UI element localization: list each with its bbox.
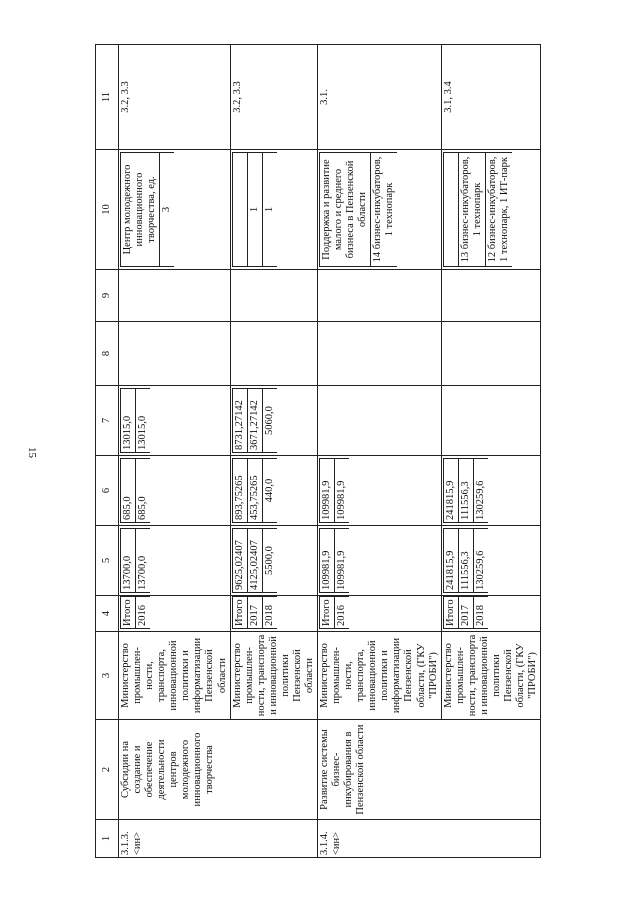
- year-cell: Итого: [443, 597, 458, 629]
- rotated-sheet: [95, 45, 607, 858]
- executor: Министерство промышлен-ности, транспорта, инновационной политики и информатизации Пензенской области: [119, 632, 231, 720]
- col-header: 7: [96, 386, 119, 456]
- value-cell: 13700,0: [121, 529, 136, 593]
- value-cell: 13700,0: [136, 529, 151, 593]
- col-header: 8: [96, 322, 119, 386]
- value-cell: 5060,0: [262, 389, 277, 453]
- value-cell: 5500,0: [262, 529, 277, 593]
- empty-cell: [441, 386, 541, 456]
- col-header: 2: [96, 720, 119, 820]
- header-row: [96, 45, 119, 858]
- executor: Министерство промышлен-ности, транспорта и инновационной политики Пензенской области, (ГКУ "ПРОБИ"): [441, 632, 541, 720]
- col-header: 5: [96, 526, 119, 596]
- col-header: 6: [96, 456, 119, 526]
- tasks-cell: 3.1, 3.4: [441, 45, 541, 150]
- program-table: [95, 44, 541, 858]
- value-cell: 8731,27142: [232, 389, 247, 453]
- year-cell: Итого: [232, 597, 247, 629]
- value-cell: 13015,0: [121, 389, 136, 453]
- empty-cell: [441, 270, 541, 322]
- col-header: 10: [96, 150, 119, 270]
- value-cell: 13015,0: [136, 389, 151, 453]
- year-cell: 2016: [335, 597, 350, 629]
- indicator-cell: 1: [262, 153, 277, 267]
- value-cell: 9625,02407: [232, 529, 247, 593]
- value-cell: 685,0: [121, 459, 136, 523]
- empty-cell: [318, 386, 442, 456]
- year-cell: 2016: [136, 597, 151, 629]
- col-header: 3: [96, 632, 119, 720]
- value-cell: 130259,6: [473, 459, 488, 523]
- value-cell: 893,75265: [232, 459, 247, 523]
- year-cell: 2017: [247, 597, 262, 629]
- empty-cell: [230, 270, 317, 322]
- year-cell: Итого: [320, 597, 335, 629]
- empty-cell: [119, 270, 231, 322]
- empty-cell: [318, 270, 442, 322]
- tasks-cell: 3.2, 3.3: [230, 45, 317, 150]
- col-header: 1: [96, 820, 119, 858]
- value-cell: 3671,27142: [247, 389, 262, 453]
- value-cell: 440,0: [262, 459, 277, 523]
- measure-name: Субсидии на создание и обеспечение деятельности центров молодежного инновационного творчества: [119, 720, 318, 820]
- indicator-cell: [232, 153, 247, 267]
- indicator-cell: Центр молодежного инновационного творчества, ед.: [121, 153, 160, 267]
- col-header: 9: [96, 270, 119, 322]
- year-cell: Итого: [121, 597, 136, 629]
- executor: Министерство промышлен-ности, транспорта и инновационной политики Пензенской области: [230, 632, 317, 720]
- value-cell: 130259,6: [473, 529, 488, 593]
- value-cell: 241815,9: [443, 529, 458, 593]
- page-number: 15: [26, 447, 38, 458]
- value-cell: 109981,9: [335, 459, 350, 523]
- tasks-cell: 3.1.: [318, 45, 442, 150]
- year-cell: 2017: [458, 597, 473, 629]
- year-cell: 2018: [473, 597, 488, 629]
- indicator-cell: 13 бизнес-инкубаторов, 1 технопарк: [458, 153, 485, 267]
- value-cell: 109981,9: [320, 459, 335, 523]
- indicator-cell: [443, 153, 458, 267]
- indicator-cell: 14 бизнес-инкубаторов, 1 технопарк: [371, 153, 398, 267]
- tasks-cell: 3.2, 3.3: [119, 45, 231, 150]
- col-header: 11: [96, 45, 119, 150]
- row-number: 3.1.4. <ин>: [318, 820, 541, 858]
- row-number: 3.1.3. <ин>: [119, 820, 318, 858]
- table-row: [119, 45, 231, 858]
- indicator-cell: Поддержка и развитие малого и среднего бизнеса в Пензенской области: [320, 153, 371, 267]
- value-cell: 4125,02407: [247, 529, 262, 593]
- value-cell: 111556,3: [458, 459, 473, 523]
- value-cell: 109981,9: [320, 529, 335, 593]
- year-cell: 2018: [262, 597, 277, 629]
- value-cell: 109981,9: [335, 529, 350, 593]
- value-cell: 111556,3: [458, 529, 473, 593]
- empty-cell: [119, 322, 231, 386]
- indicator-cell: 1: [247, 153, 262, 267]
- empty-cell: [318, 322, 442, 386]
- empty-cell: [441, 322, 541, 386]
- executor: Министерство промышлен-ности, транспорта, инновационной политики и информатизации Пензенской области, (ГКУ "ПРОБИ"): [318, 632, 442, 720]
- indicator-cell: 12 бизнес-инкубаторов, 1 технопарк, 1 ИТ-парк: [485, 153, 512, 267]
- empty-cell: [230, 322, 317, 386]
- indicator-cell: 3: [160, 153, 175, 267]
- measure-name: Развитие системы бизнес-инкубирования в Пензенской области: [318, 720, 541, 820]
- col-header: 4: [96, 596, 119, 632]
- value-cell: 241815,9: [443, 459, 458, 523]
- value-cell: 453,75265: [247, 459, 262, 523]
- value-cell: 685,0: [136, 459, 151, 523]
- table-row: [318, 45, 442, 858]
